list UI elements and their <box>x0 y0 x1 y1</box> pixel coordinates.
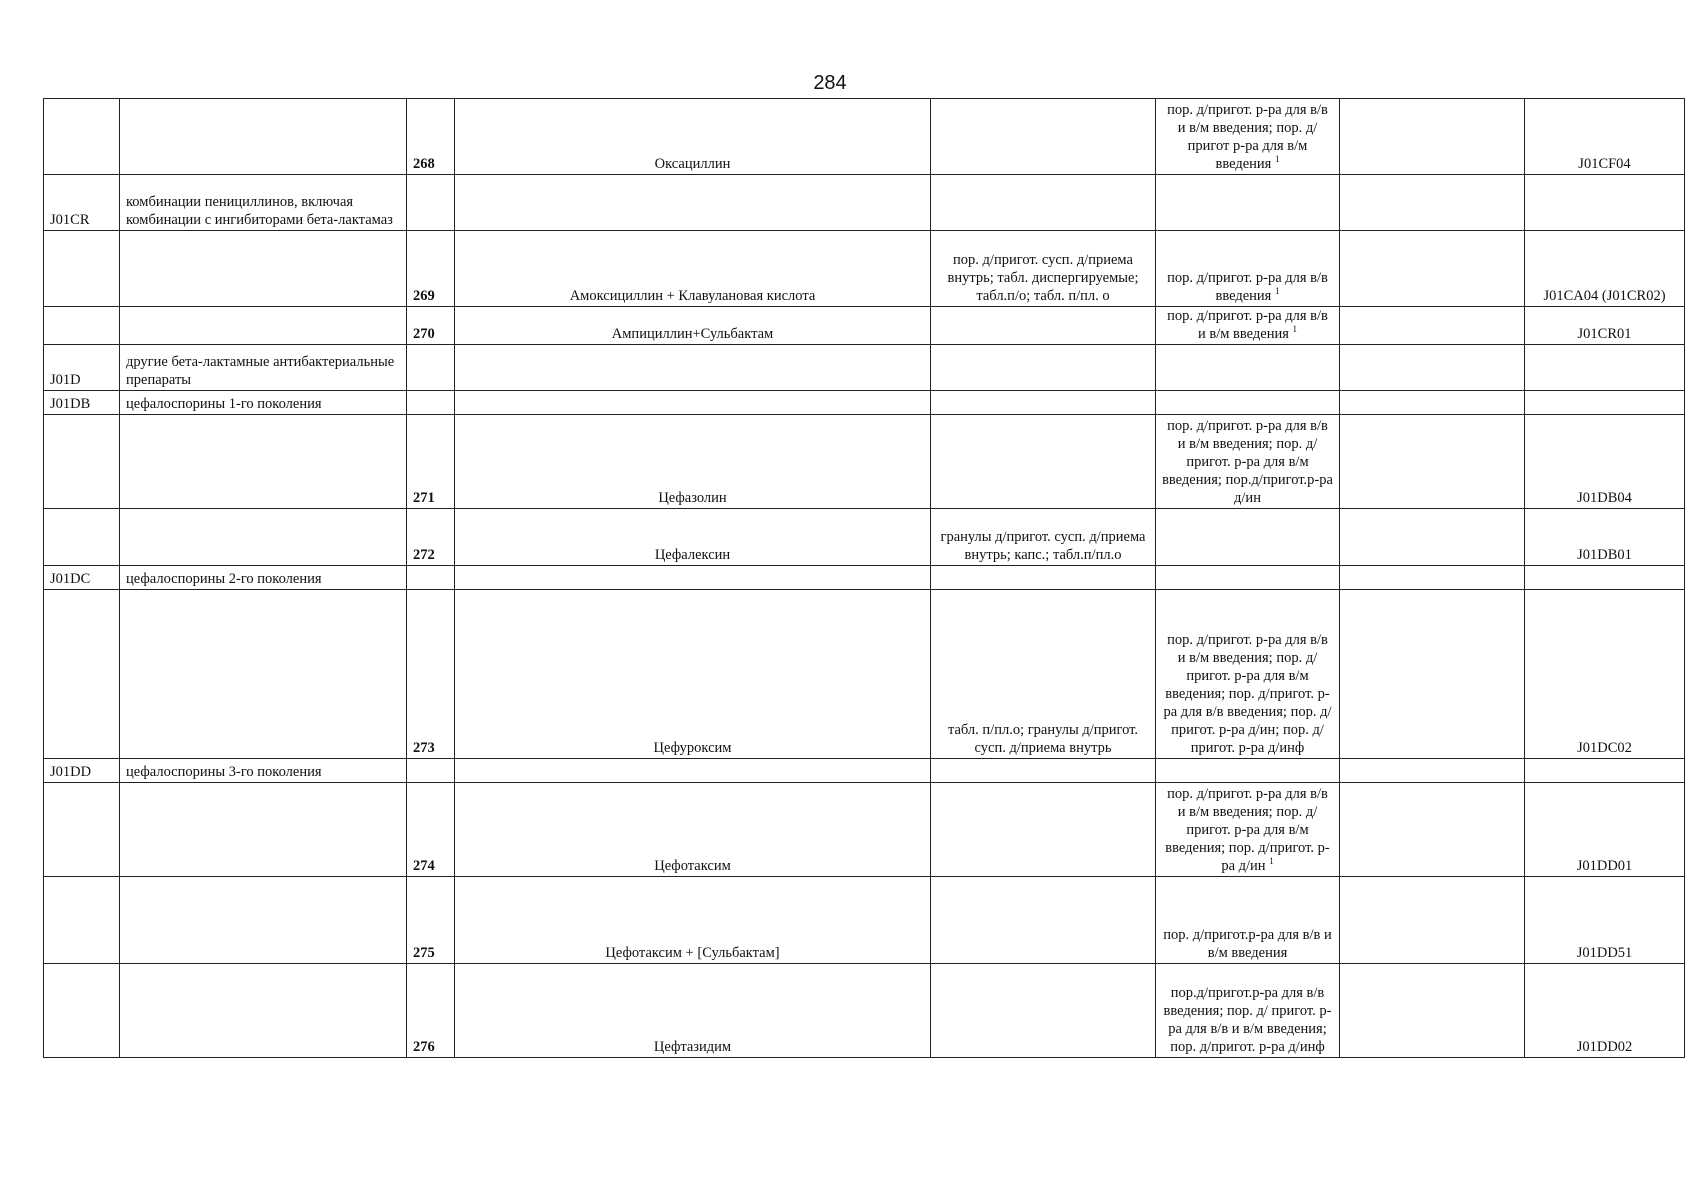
empty-cell <box>1525 345 1685 391</box>
group-row <box>44 345 1685 391</box>
injection-form <box>1156 877 1340 964</box>
drug-name: Цефотаксим + [Сульбактам] <box>455 877 931 964</box>
drug-name: Цефазолин <box>455 415 931 509</box>
empty-cell <box>1340 877 1525 964</box>
oral-form <box>931 783 1156 877</box>
table-row <box>44 99 1685 175</box>
drug-name: Амоксициллин + Клавулановая кислота <box>455 231 931 307</box>
injection-form-text: пор. д/пригот. р-ра для в/в и в/м введения; пор. д/пригот. р-ра для в/м введения; пор. д/пригот. р-ра д/ин <box>1165 786 1330 874</box>
drug-name: Цефотаксим <box>455 783 931 877</box>
injection-form <box>1156 590 1340 759</box>
empty-cell <box>455 391 931 415</box>
footnote-mark: 1 <box>1269 856 1274 867</box>
injection-form <box>1156 307 1340 345</box>
group-name-cell <box>120 99 407 175</box>
empty-cell <box>1340 566 1525 590</box>
empty-cell <box>407 566 455 590</box>
injection-form-text: пор. д/пригот. р-ра для в/в и в/м введения; пор. д/пригот р-ра для в/м введения <box>1167 102 1328 172</box>
injection-form <box>1156 964 1340 1058</box>
oral-form <box>931 307 1156 345</box>
empty-cell <box>1340 307 1525 345</box>
empty-cell <box>931 391 1156 415</box>
group-row <box>44 566 1685 590</box>
empty-cell <box>455 175 931 231</box>
empty-cell <box>455 566 931 590</box>
atc-code: J01DC02 <box>1525 590 1685 759</box>
atc-code: J01CR01 <box>1525 307 1685 345</box>
table-row <box>44 415 1685 509</box>
table-row <box>44 877 1685 964</box>
oral-form <box>931 415 1156 509</box>
empty-cell <box>455 345 931 391</box>
atc-group-code: J01DC <box>44 566 120 590</box>
atc-group-code: J01CR <box>44 175 120 231</box>
empty-cell <box>1525 759 1685 783</box>
atc-group-code: J01DD <box>44 759 120 783</box>
row-number: 271 <box>407 415 455 509</box>
table-row <box>44 964 1685 1058</box>
empty-cell <box>44 964 120 1058</box>
injection-form <box>1156 99 1340 175</box>
footnote-mark: 1 <box>1292 324 1298 335</box>
empty-cell <box>1156 175 1340 231</box>
footnote-mark: 1 <box>1274 286 1280 297</box>
drug-name: Цефуроксим <box>455 590 931 759</box>
empty-cell <box>931 345 1156 391</box>
drug-name: Цефтазидим <box>455 964 931 1058</box>
oral-form <box>931 99 1156 175</box>
empty-cell <box>1525 175 1685 231</box>
empty-cell <box>1340 783 1525 877</box>
empty-cell <box>120 964 407 1058</box>
footnote-mark: 1 <box>1274 154 1280 165</box>
group-name: цефалоспорины 3-го поколения <box>120 759 407 783</box>
empty-cell <box>1340 590 1525 759</box>
atc-code: J01CA04 (J01CR02) <box>1525 231 1685 307</box>
empty-cell <box>44 877 120 964</box>
empty-cell <box>120 231 407 307</box>
atc-code: J01DB01 <box>1525 509 1685 566</box>
injection-form <box>1156 231 1340 307</box>
empty-cell <box>44 590 120 759</box>
group-row <box>44 391 1685 415</box>
table-row <box>44 509 1685 566</box>
group-row <box>44 759 1685 783</box>
oral-form: гранулы д/пригот. сусп. д/приема внутрь; капс.; табл.п/пл.о <box>931 509 1156 566</box>
atc-code: J01DB04 <box>1525 415 1685 509</box>
empty-cell <box>1156 759 1340 783</box>
empty-cell <box>1156 345 1340 391</box>
injection-form-text: пор.д/пригот.р-ра для в/в введения; пор. д/ пригот. р-ра для в/в и в/м введения; пор. д/пригот. р-ра д/инф <box>1163 985 1332 1055</box>
atc-group-code-cell <box>44 99 120 175</box>
empty-cell <box>1525 566 1685 590</box>
empty-cell <box>120 877 407 964</box>
injection-form-text: пор. д/пригот. р-ра для в/в и в/м введения; пор. д/пригот. р-ра для в/м введения; пор. д/пригот. р-ра для в/в введения; пор. д/пригот. р-ра д/ин; пор. д/пригот. р-ра д/инф <box>1163 632 1332 756</box>
empty-cell <box>455 759 931 783</box>
empty-cell <box>1156 391 1340 415</box>
empty-cell <box>1156 566 1340 590</box>
oral-form <box>931 964 1156 1058</box>
empty-cell <box>44 307 120 345</box>
page-number: 284 <box>813 72 847 94</box>
oral-form: табл. п/пл.о; гранулы д/пригот. сусп. д/приема внутрь <box>931 590 1156 759</box>
injection-form-text: пор. д/пригот. р-ра для в/в и в/м введения <box>1167 308 1328 342</box>
oral-form: пор. д/пригот. сусп. д/приема внутрь; табл. диспергируемые; табл.п/о; табл. п/пл. о <box>931 231 1156 307</box>
empty-cell <box>931 759 1156 783</box>
empty-cell <box>407 175 455 231</box>
injection-form-text: пор. д/пригот.р-ра для в/в и в/м введения <box>1163 927 1332 961</box>
empty-cell <box>44 783 120 877</box>
drug-name: Цефалексин <box>455 509 931 566</box>
empty-cell <box>1340 391 1525 415</box>
empty-cell <box>1340 964 1525 1058</box>
row-number: 275 <box>407 877 455 964</box>
row-number: 273 <box>407 590 455 759</box>
table-body <box>44 99 1685 1058</box>
injection-form <box>1156 509 1340 566</box>
row-number: 270 <box>407 307 455 345</box>
atc-group-code: J01DB <box>44 391 120 415</box>
empty-cell <box>407 345 455 391</box>
injection-form <box>1156 783 1340 877</box>
empty-cell <box>120 415 407 509</box>
empty-cell <box>1340 231 1525 307</box>
drug-table <box>43 98 1685 1058</box>
drug-name: Оксациллин <box>455 99 931 175</box>
empty-cell <box>120 307 407 345</box>
injection-form <box>1156 415 1340 509</box>
empty-cell <box>1525 391 1685 415</box>
row-number: 274 <box>407 783 455 877</box>
drug-name: Ампициллин+Сульбактам <box>455 307 931 345</box>
table-row <box>44 590 1685 759</box>
empty-cell <box>931 175 1156 231</box>
empty-cell <box>1340 175 1525 231</box>
group-name: комбинации пенициллинов, включая комбинации с ингибиторами бета-лактамаз <box>120 175 407 231</box>
empty-cell <box>120 590 407 759</box>
row-number: 276 <box>407 964 455 1058</box>
empty-cell <box>1340 509 1525 566</box>
row-number: 269 <box>407 231 455 307</box>
group-row <box>44 175 1685 231</box>
atc-code: J01DD02 <box>1525 964 1685 1058</box>
oral-form <box>931 877 1156 964</box>
group-name: цефалоспорины 2-го поколения <box>120 566 407 590</box>
table-row <box>44 231 1685 307</box>
empty-cell <box>407 391 455 415</box>
empty-cell <box>44 231 120 307</box>
atc-code: J01DD51 <box>1525 877 1685 964</box>
atc-code: J01CF04 <box>1525 99 1685 175</box>
empty-cell <box>44 509 120 566</box>
empty-cell <box>120 783 407 877</box>
table-row <box>44 307 1685 345</box>
empty-cell <box>120 509 407 566</box>
empty-cell <box>1340 99 1525 175</box>
atc-code: J01DD01 <box>1525 783 1685 877</box>
empty-cell <box>1340 345 1525 391</box>
empty-cell <box>1340 415 1525 509</box>
group-name: цефалоспорины 1-го поколения <box>120 391 407 415</box>
injection-form-text: пор. д/пригот. р-ра для в/в введения <box>1167 270 1328 304</box>
row-number: 268 <box>407 99 455 175</box>
empty-cell <box>44 415 120 509</box>
row-number: 272 <box>407 509 455 566</box>
empty-cell <box>931 566 1156 590</box>
group-name: другие бета-лактамные антибактериальные препараты <box>120 345 407 391</box>
empty-cell <box>1340 759 1525 783</box>
empty-cell <box>407 759 455 783</box>
atc-group-code: J01D <box>44 345 120 391</box>
table-row <box>44 783 1685 877</box>
injection-form-text: пор. д/пригот. р-ра для в/в и в/м введения; пор. д/пригот. р-ра для в/м введения; пор.д/пригот.р-ра д/ин <box>1162 418 1333 506</box>
